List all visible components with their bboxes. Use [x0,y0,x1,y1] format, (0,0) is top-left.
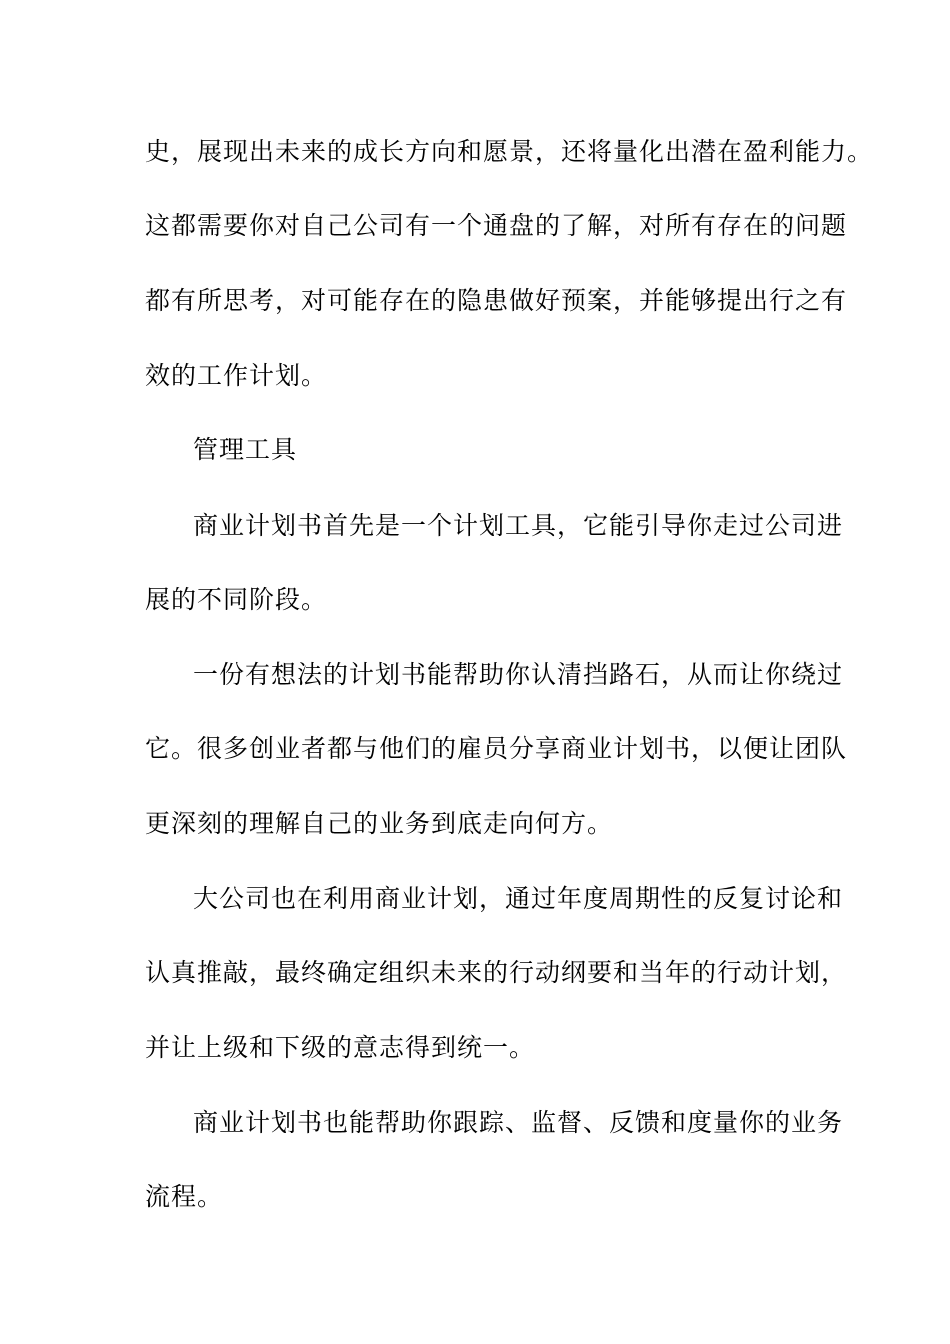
text-line: 效的工作计划。 [145,361,328,390]
text-line: 商业计划书也能帮助你跟踪、监督、反馈和度量你的业务 [193,1108,844,1137]
text-line: 它。很多创业者都与他们的雇员分享商业计划书，以便让团队 [145,734,848,763]
text-line: 都有所思考，对可能存在的隐患做好预案，并能够提出行之有 [145,286,848,315]
text-line: 商业计划书首先是一个计划工具，它能引导你走过公司进 [193,511,844,540]
section-heading: 管理工具 [193,435,298,464]
text-line: 大公司也在利用商业计划，通过年度周期性的反复讨论和 [193,884,844,913]
text-line: 流程。 [145,1182,224,1211]
text-line: 更深刻的理解自己的业务到底走向何方。 [145,809,614,838]
text-line: 认真推敲，最终确定组织未来的行动纲要和当年的行动计划， [145,958,848,987]
text-line: 史，展现出未来的成长方向和愿景，还将量化出潜在盈利能力。 [145,137,874,166]
text-line: 一份有想法的计划书能帮助你认清挡路石，从而让你绕过 [193,660,844,689]
text-line: 并让上级和下级的意志得到统一。 [145,1033,536,1062]
text-line: 展的不同阶段。 [145,585,328,614]
text-line: 这都需要你对自己公司有一个通盘的了解，对所有存在的问题 [145,211,848,240]
